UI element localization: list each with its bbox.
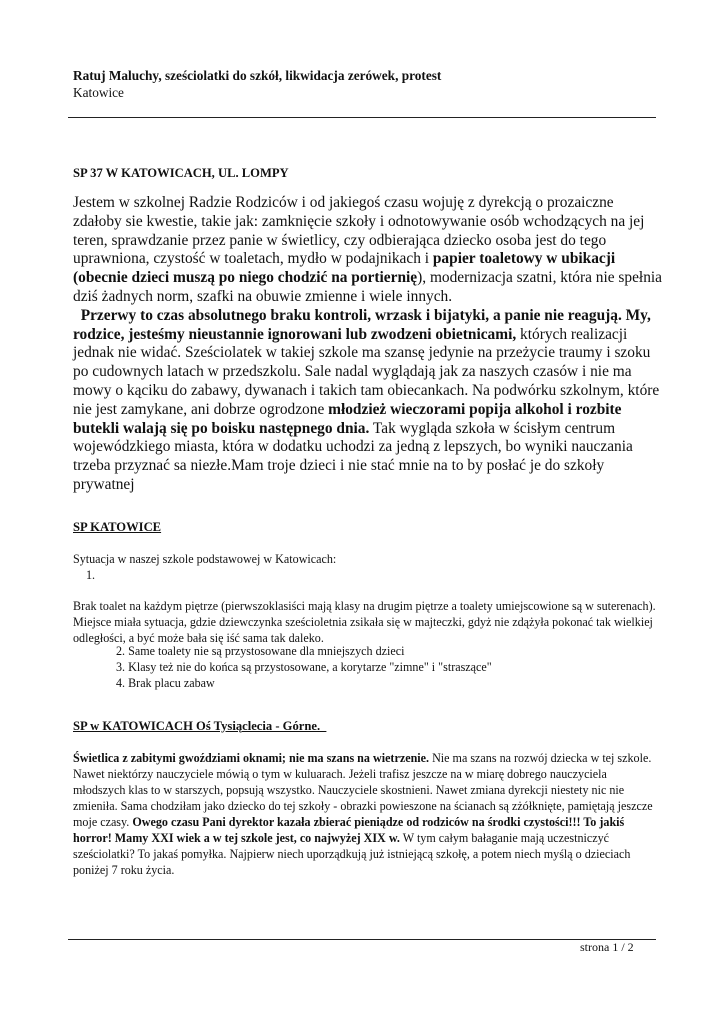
s3-bold-1: Świetlica z zabitymi gwoździami oknami; nie ma szans na wietrzenie. xyxy=(73,751,430,765)
s1-p1-text-a: Jestem w szkolnej Radzie Rodziców i od jakiegoś czasu wojuję z dyrekcją o prozaiczne zdałoby sie kwestie, takie jak: zamknięcie szkoły i odnotowywanie osób wchodzących na jej teren, sprawdzanie przez panie w świetlicy, czy odbierająca dziecko osoba jest do tego uprawniona, czystość w toaletach, mydło w podajnikach i xyxy=(73,194,645,268)
section-3-body xyxy=(73,750,661,878)
list-item: 3. Klasy też nie do końca są przystosowane, a korytarze "zimne" i "straszące" xyxy=(116,660,492,674)
section-2-item-1-text: Brak toalet na każdym piętrze (pierwszoklasiści mają klasy na drugim piętrze a toalety umiejscowione są w suterenach). Miejsce miała sytuacja, gdzie dziewczynka sześcioletnia zsikała się w majteczki, gdyż nie zdążyła pokonać tak wielkiej odległości, a być może bała się iść sama tak daleko. xyxy=(73,599,656,645)
section-3-title: SP w KATOWICACH Oś Tysiąclecia - Górne. xyxy=(73,719,327,733)
s3-bold-2: Owego czasu Pani dyrektor kazała zbierać pieniądze od rodziców na środki czystości!!! To jakiś horror! Mamy XXI wiek a w tej szkole jest, co najwyżej XIX w. xyxy=(73,815,625,845)
s1-p2-text-d: Tak wygląda szkoła w ścisłym centrum wojewódzkiego miasta, która w dodatku uchodzi za jedną z lepszych, bo wyniki nauczania trzeba przyznać sa niezłe.Mam troje dzieci i nie stać mnie na to by posłać je do szkoły prywatnej xyxy=(73,419,633,493)
footer-divider xyxy=(68,939,656,940)
s3-text-1: Nie ma szans na rozwój dziecka w tej szkole. Nawet niektórzy nauczyciele mówią o tym w kuluarach. Jeżeli trafisz jeszcze na w miarę dobrego nauczyciela młodszych klas to w starszych, popsują wszystko. Nauczyciele skostnieni. Nawet zmiana dyrekcji niestety nic nie zmieniła. Sama chodziłam jako dziecko do tej szkoły - obrazki powieszone na ścianach są zżółknięte, pamiętają jeszcze moje czasy. xyxy=(73,751,653,829)
s3-text-2: W tym całym bałaganie mają uczestniczyć sześciolatki? To jakaś pomyłka. Najpierw niech uporządkują już istniejącą szkołę, a potem niech myślą o dzieciach poniżej 7 roku życia. xyxy=(73,831,631,877)
list-item: 4. Brak placu zabaw xyxy=(116,676,215,690)
section-1-title: SP 37 W KATOWICACH, UL. LOMPY xyxy=(73,166,289,180)
section-2-title: SP KATOWICE xyxy=(73,520,162,534)
section-1-body xyxy=(73,194,663,495)
section-2-list xyxy=(116,643,492,691)
document-subtitle: Katowice xyxy=(73,85,124,100)
header-divider xyxy=(68,117,656,118)
section-2-intro: Sytuacja w naszej szkole podstawowej w Katowicach: xyxy=(73,552,337,566)
s1-p2-text-b: których realizacji jednak nie widać. Sześciolatek w takiej szkole ma szansę jedynie na przeżycie traumy i szoku po cudownych latach w przedszkolu. Sale nadal wyglądają jak za naszych czasów i nie ma mowy o kąciku do zabawy, dywanach i takich tam obiecankach. Na podwórku szkolnym, które nie jest zamykane, ani dobrze ogrodzone xyxy=(73,325,660,418)
s1-p2-bold-a: Przerwy to czas absolutnego braku kontroli, wrzask i bijatyki, a panie nie reagują. My, rodzice, jesteśmy nieustannie ignorowani lub zwodzeni obietnicami, xyxy=(73,306,655,343)
list-item: 2. Same toalety nie są przystosowane dla mniejszych dzieci xyxy=(116,644,405,658)
s1-p1-bold: papier toaletowy w ubikacji (obecnie dzieci muszą po niego chodzić na portiernię xyxy=(73,250,616,287)
s1-p2-bold-c: młodzież wieczorami popija alkohol i rozbite butekli walają się po boisku następnego dnia. xyxy=(73,400,622,437)
page-number: strona 1 / 2 xyxy=(580,940,634,954)
section-2-item-1-number: 1. xyxy=(86,568,96,582)
s1-p1-text-c: ), modernizacja szatni, która nie spełnia dziś żadnych norm, szafki na obuwie zmienne i wiele innych. xyxy=(73,269,662,305)
document-title: Ratuj Maluchy, sześciolatki do szkół, likwidacja zerówek, protest xyxy=(73,68,442,83)
